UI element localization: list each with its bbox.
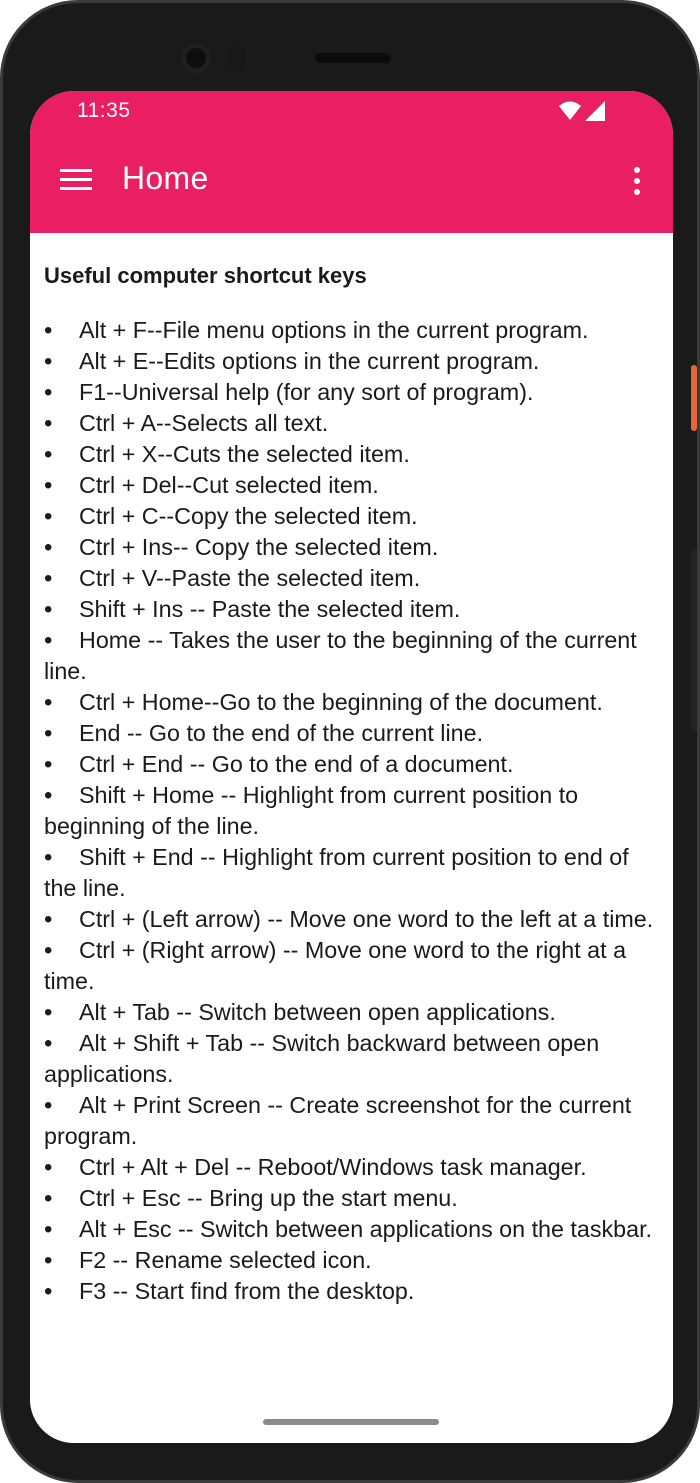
earpiece-speaker [315, 53, 391, 63]
bottom-fade [30, 1383, 673, 1443]
status-time: 11:35 [77, 99, 131, 122]
list-item: • Home -- Takes the user to the beginning of the current line. [44, 625, 662, 687]
list-item: • Alt + F--File menu options in the current program. [44, 315, 662, 346]
power-button [691, 365, 697, 431]
status-bar [30, 91, 673, 137]
app-bar [30, 137, 673, 233]
list-item: • Ctrl + Home--Go to the beginning of the document. [44, 687, 662, 718]
list-item: • F3 -- Start find from the desktop. [44, 1276, 662, 1307]
screen [30, 91, 673, 1443]
list-item: • Alt + Print Screen -- Create screenshot for the current program. [44, 1090, 662, 1152]
list-item: • Ctrl + (Left arrow) -- Move one word to the left at a time. [44, 904, 662, 935]
front-camera [181, 43, 211, 73]
list-item: • Alt + Tab -- Switch between open applications. [44, 997, 662, 1028]
list-item: • Ctrl + Esc -- Bring up the start menu. [44, 1183, 662, 1214]
hamburger-menu-icon[interactable] [60, 169, 92, 191]
list-item: • Ctrl + End -- Go to the end of a document. [44, 749, 662, 780]
list-item: • Shift + Ins -- Paste the selected item. [44, 594, 662, 625]
list-item: • Ctrl + Alt + Del -- Reboot/Windows task manager. [44, 1152, 662, 1183]
list-item: • Ctrl + C--Copy the selected item. [44, 501, 662, 532]
content-heading: Useful computer shortcut keys [44, 263, 367, 288]
list-item: • Alt + Shift + Tab -- Switch backward between open applications. [44, 1028, 662, 1090]
list-item: • Ctrl + (Right arrow) -- Move one word to the right at a time. [44, 935, 662, 997]
list-item: • Ctrl + V--Paste the selected item. [44, 563, 662, 594]
gesture-nav-handle[interactable] [263, 1419, 439, 1425]
list-item: • F2 -- Rename selected icon. [44, 1245, 662, 1276]
more-vertical-icon[interactable] [627, 165, 647, 197]
list-item: • Alt + E--Edits options in the current program. [44, 346, 662, 377]
content-scroll-area[interactable] [44, 233, 662, 1443]
list-item: • Ctrl + Del--Cut selected item. [44, 470, 662, 501]
status-icons [559, 101, 605, 121]
page-title: Home [122, 160, 209, 196]
volume-button [691, 548, 697, 733]
wifi-icon [559, 101, 581, 121]
signal-icon [585, 101, 605, 121]
list-item: • Alt + Esc -- Switch between applications on the taskbar. [44, 1214, 662, 1245]
proximity-sensor [229, 45, 245, 73]
list-item: • Ctrl + Ins-- Copy the selected item. [44, 532, 662, 563]
list-item: • Ctrl + X--Cuts the selected item. [44, 439, 662, 470]
shortcut-list [44, 315, 662, 1307]
list-item: • End -- Go to the end of the current line. [44, 718, 662, 749]
list-item: • F1--Universal help (for any sort of program). [44, 377, 662, 408]
list-item: • Shift + Home -- Highlight from current position to beginning of the line. [44, 780, 662, 842]
list-item: • Ctrl + A--Selects all text. [44, 408, 662, 439]
list-item: • Shift + End -- Highlight from current position to end of the line. [44, 842, 662, 904]
